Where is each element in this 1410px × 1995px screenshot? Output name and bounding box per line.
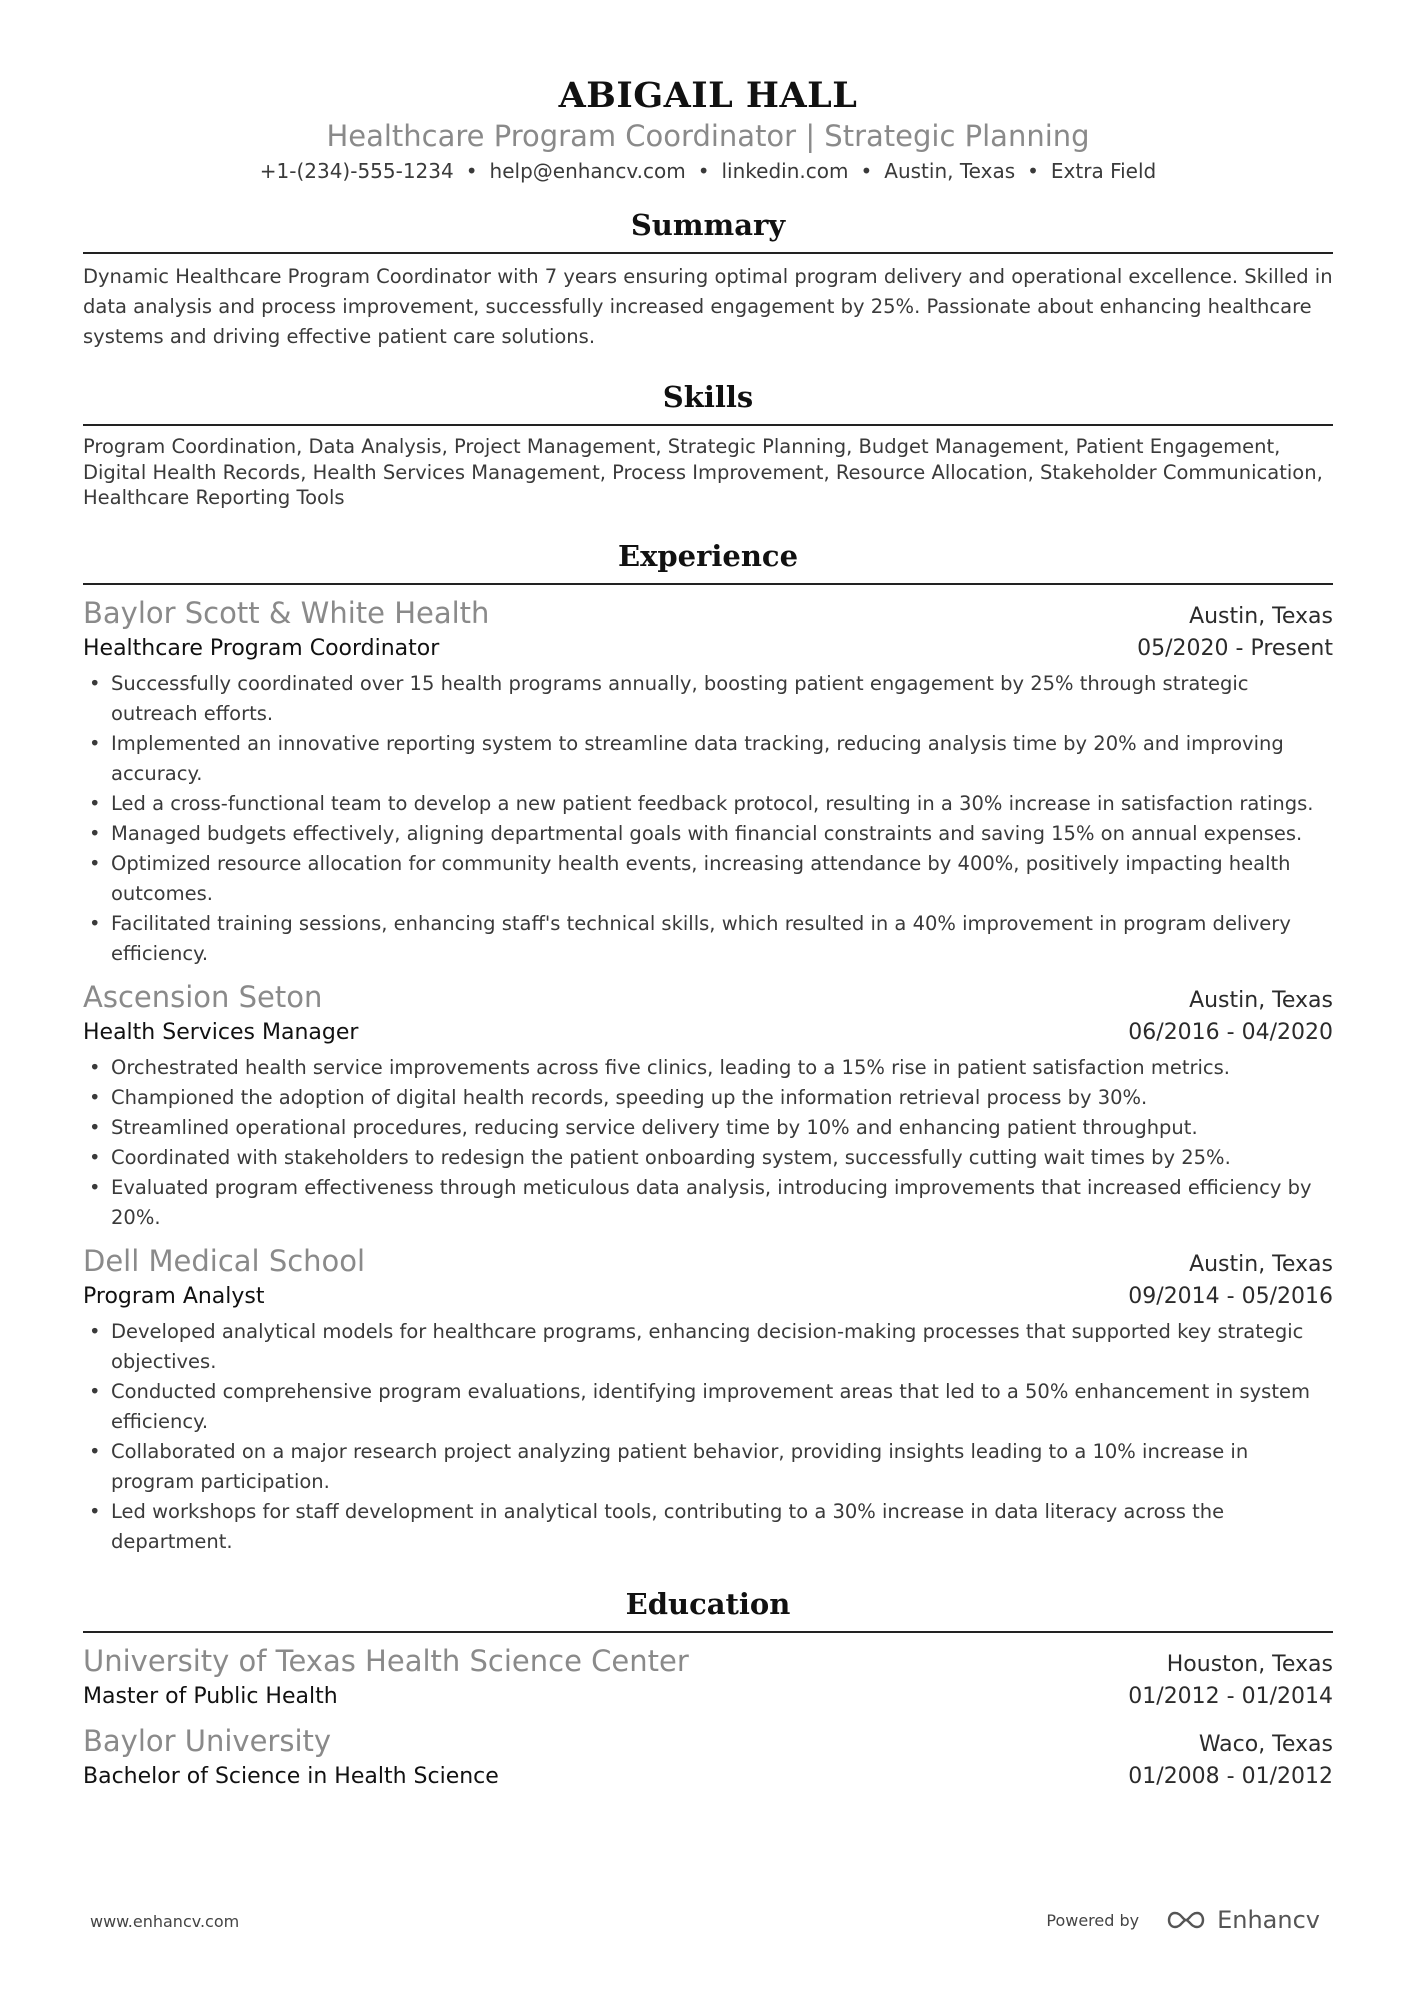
entry-header-row bbox=[83, 1723, 1333, 1761]
degree: Bachelor of Science in Health Science bbox=[83, 1763, 499, 1789]
contact-extra: Extra Field bbox=[1050, 159, 1157, 183]
experience-entry bbox=[83, 595, 1333, 969]
experience-section bbox=[83, 537, 1333, 1557]
achievement-item: • Evaluated program effectiveness through meticulous data analysis, introducing improvements that increased efficiency by 20%. bbox=[111, 1173, 1333, 1233]
entry-subheader-row bbox=[83, 1761, 1333, 1793]
education-entry bbox=[83, 1723, 1333, 1793]
achievement-list bbox=[83, 669, 1333, 969]
company-name: Dell Medical School bbox=[83, 1243, 366, 1278]
entry-header-row bbox=[83, 1643, 1333, 1681]
bullet-separator: • bbox=[697, 159, 710, 183]
section-title-education: Education bbox=[625, 1586, 791, 1621]
section-title-experience: Experience bbox=[617, 538, 799, 573]
section-divider bbox=[83, 583, 1333, 585]
job-dates: 09/2014 - 05/2016 bbox=[1128, 1283, 1333, 1309]
achievement-item: • Optimized resource allocation for community health events, increasing attendance by 400%, positively impacting health outcomes. bbox=[111, 849, 1333, 909]
section-divider bbox=[83, 424, 1333, 426]
brand-logo[interactable] bbox=[1163, 1906, 1320, 1934]
contact-phone[interactable]: +1-(234)-555-1234 bbox=[259, 159, 454, 183]
company-name: Baylor Scott & White Health bbox=[83, 595, 490, 630]
powered-by-label: Powered by bbox=[1046, 1910, 1140, 1930]
achievement-item: • Managed budgets effectively, aligning departmental goals with financial constraints and saving 15% on annual expenses. bbox=[111, 819, 1333, 849]
bullet-separator: • bbox=[1027, 159, 1039, 183]
job-location: Austin, Texas bbox=[1189, 1251, 1333, 1277]
section-divider bbox=[83, 1631, 1333, 1633]
footer-website-link[interactable]: www.enhancv.com bbox=[90, 1912, 240, 1931]
contact-line bbox=[83, 158, 1333, 184]
achievement-list bbox=[83, 1317, 1333, 1557]
school-location: Houston, Texas bbox=[1166, 1651, 1333, 1677]
degree: Master of Public Health bbox=[83, 1683, 338, 1709]
education-section bbox=[83, 1585, 1333, 1793]
skills-text: Program Coordination, Data Analysis, Project Management, Strategic Planning, Budget Management, Patient Engagement, Digital Health Records, Health Services Management, Process Improvement, Resource Allocation, Stakeholder Communication, Healthcare Reporting Tools bbox=[83, 435, 1323, 509]
resume-page bbox=[83, 0, 1333, 1793]
achievement-item: • Collaborated on a major research project analyzing patient behavior, providing insights leading to a 10% increase in program participation. bbox=[111, 1437, 1333, 1497]
entry-header-row bbox=[83, 979, 1333, 1017]
entry-subheader-row bbox=[83, 1681, 1333, 1713]
entry-subheader-row bbox=[83, 1017, 1333, 1049]
school-name: Baylor University bbox=[83, 1723, 332, 1758]
achievement-item: • Championed the adoption of digital health records, speeding up the information retrieval process by 30%. bbox=[111, 1083, 1333, 1113]
achievement-item: • Coordinated with stakeholders to redesign the patient onboarding system, successfully cutting wait times by 25%. bbox=[111, 1143, 1333, 1173]
powered-by-block bbox=[1046, 1906, 1320, 1934]
job-dates: 06/2016 - 04/2020 bbox=[1128, 1019, 1333, 1045]
achievement-item: • Led workshops for staff development in analytical tools, contributing to a 30% increase in data literacy across the department. bbox=[111, 1497, 1333, 1557]
education-entry bbox=[83, 1643, 1333, 1713]
entry-subheader-row bbox=[83, 633, 1333, 665]
job-title: Healthcare Program Coordinator bbox=[83, 635, 440, 661]
candidate-headline: Healthcare Program Coordinator | Strategic Planning bbox=[326, 119, 1090, 153]
summary-section bbox=[83, 206, 1333, 352]
section-divider bbox=[83, 252, 1333, 254]
brand-name: Enhancv bbox=[1217, 1906, 1320, 1934]
achievement-item: • Successfully coordinated over 15 health programs annually, boosting patient engagement by 25% through strategic outreach efforts. bbox=[111, 669, 1333, 729]
job-location: Austin, Texas bbox=[1189, 603, 1333, 629]
achievement-item: • Conducted comprehensive program evaluations, identifying improvement areas that led to a 50% enhancement in system efficiency. bbox=[111, 1377, 1333, 1437]
experience-entry bbox=[83, 1243, 1333, 1557]
job-title: Program Analyst bbox=[83, 1283, 265, 1309]
job-location: Austin, Texas bbox=[1189, 987, 1333, 1013]
company-name: Ascension Seton bbox=[83, 979, 323, 1014]
achievement-list bbox=[83, 1053, 1333, 1233]
achievement-item: • Streamlined operational procedures, reducing service delivery time by 10% and enhancing patient throughput. bbox=[111, 1113, 1333, 1143]
entry-subheader-row bbox=[83, 1281, 1333, 1313]
bullet-separator: • bbox=[860, 159, 873, 183]
page-footer bbox=[90, 1900, 1320, 1940]
achievement-item: • Developed analytical models for healthcare programs, enhancing decision-making processes that supported key strategic objectives. bbox=[111, 1317, 1333, 1377]
summary-text: Dynamic Healthcare Program Coordinator with 7 years ensuring optimal program delivery and operational excellence. Skilled in data analysis and process improvement, successfully increased engagement by 25%. Passionate about enhancing healthcare systems and driving effective patient care solutions. bbox=[83, 265, 1333, 348]
section-title-skills: Skills bbox=[662, 380, 754, 414]
job-dates: 05/2020 - Present bbox=[1137, 635, 1333, 661]
achievement-item: • Facilitated training sessions, enhancing staff's technical skills, which resulted in a 40% improvement in program delivery efficiency. bbox=[111, 909, 1333, 969]
contact-email[interactable]: help@enhancv.com bbox=[489, 159, 686, 183]
section-title-summary: Summary bbox=[630, 208, 786, 242]
education-dates: 01/2012 - 01/2014 bbox=[1128, 1683, 1333, 1709]
achievement-item: • Led a cross-functional team to develop a new patient feedback protocol, resulting in a 30% increase in satisfaction ratings. bbox=[111, 789, 1333, 819]
education-dates: 01/2008 - 01/2012 bbox=[1128, 1763, 1333, 1789]
school-name: University of Texas Health Science Center bbox=[83, 1643, 689, 1678]
contact-linkedin[interactable]: linkedin.com bbox=[721, 159, 849, 183]
school-location: Waco, Texas bbox=[1198, 1731, 1333, 1757]
job-title: Health Services Manager bbox=[83, 1019, 359, 1045]
candidate-name: ABIGAIL HALL bbox=[558, 75, 858, 116]
achievement-item: • Orchestrated health service improvements across five clinics, leading to a 15% rise in patient satisfaction metrics. bbox=[111, 1053, 1333, 1083]
experience-entry bbox=[83, 979, 1333, 1233]
achievement-item: • Implemented an innovative reporting system to streamline data tracking, reducing analysis time by 20% and improving accuracy. bbox=[111, 729, 1333, 789]
entry-header-row bbox=[83, 595, 1333, 633]
entry-header-row bbox=[83, 1243, 1333, 1281]
contact-location: Austin, Texas bbox=[884, 159, 1016, 183]
resume-header bbox=[83, 0, 1333, 184]
enhancv-logo-icon bbox=[1163, 1909, 1209, 1931]
skills-section bbox=[83, 378, 1333, 511]
bullet-separator: • bbox=[465, 159, 478, 183]
